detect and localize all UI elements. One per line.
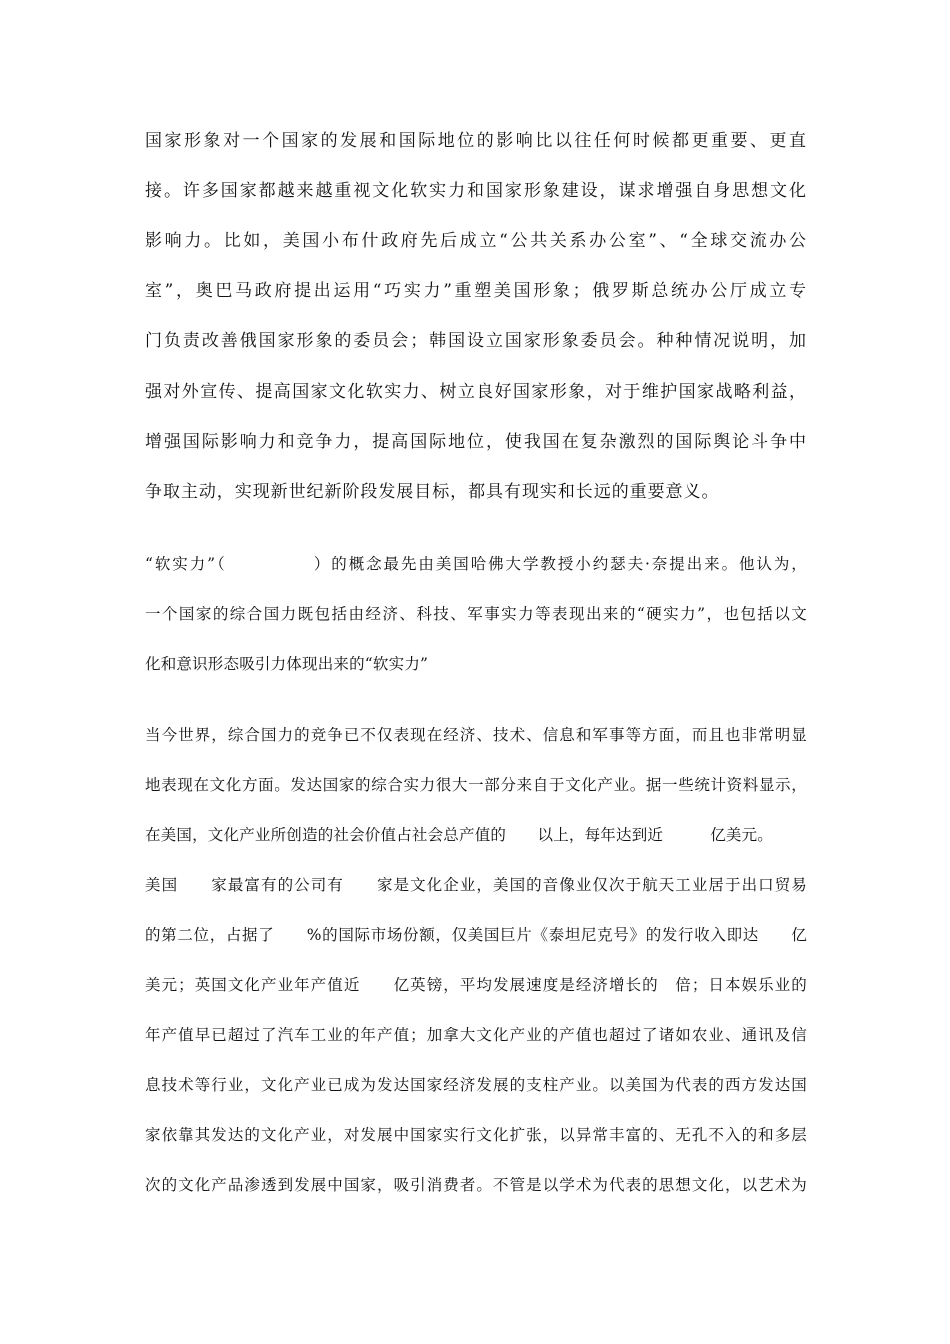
text-line: 国家形象对一个国家的发展和国际地位的影响比以往任何时候都更重要、更直 [145, 131, 807, 151]
text-line: 息技术等行业，文化产业已成为发达国家经济发展的支柱产业。以美国为代表的西方发达国 [145, 1076, 807, 1094]
text-line: 美元；英国文化产业年产值近 亿英镑，平均发展速度是经济增长的 倍；日本娱乐业的 [145, 976, 807, 994]
text-line: 强对外宣传、提高国家文化软实力、树立良好国家形象，对于维护国家战略利益， [145, 382, 807, 402]
text-line: 增强国际影响力和竞争力，提高国际地位，使我国在复杂激烈的国际舆论斗争中 [145, 432, 807, 452]
text-line: 美国 家最富有的公司有 家是文化企业，美国的音像业仅次于航天工业居于出口贸易 [145, 876, 807, 894]
text-line: 一个国家的综合国力既包括由经济、科技、军事实力等表现出来的“硬实力”，也包括以文 [145, 605, 807, 623]
text-line: 在美国，文化产业所创造的社会价值占社会总产值的 以上，每年达到近 亿美元。 [145, 826, 774, 844]
text-line: “软实力”（ ）的概念最先由美国哈佛大学教授小约瑟夫·奈提出来。他认为， [145, 555, 807, 573]
text-line: 争取主动，实现新世纪新阶段发展目标，都具有现实和长远的重要意义。 [145, 482, 720, 502]
text-line: 化和意识形态吸引力体现出来的“软实力” [145, 655, 429, 673]
text-line: 门负责改善俄国家形象的委员会；韩国设立国家形象委员会。种种情况说明，加 [145, 331, 807, 351]
text-line: 影响力。比如，美国小布什政府先后成立“公共关系办公室”、“全球交流办公 [145, 231, 807, 251]
text-line: 的第二位，占据了 %的国际市场份额，仅美国巨片《泰坦尼克号》的发行收入即达 亿 [145, 926, 807, 944]
text-line: 地表现在文化方面。发达国家的综合实力很大一部分来自于文化产业。据一些统计资料显示， [145, 776, 807, 794]
text-line: 当今世界，综合国力的竞争已不仅表现在经济、技术、信息和军事等方面，而且也非常明显 [145, 726, 807, 744]
text-line: 家依靠其发达的文化产业，对发展中国家实行文化扩张，以异常丰富的、无孔不入的和多层 [145, 1126, 807, 1144]
text-line: 次的文化产品渗透到发展中国家，吸引消费者。不管是以学术为代表的思想文化，以艺术为 [145, 1176, 807, 1194]
text-line: 年产值早已超过了汽车工业的年产值；加拿大文化产业的产值也超过了诸如农业、通讯及信 [145, 1026, 807, 1044]
text-line: 接。许多国家都越来越重视文化软实力和国家形象建设，谋求增强自身思想文化 [145, 181, 807, 201]
text-line: 室”，奥巴马政府提出运用“巧实力”重塑美国形象；俄罗斯总统办公厅成立专 [145, 281, 807, 301]
